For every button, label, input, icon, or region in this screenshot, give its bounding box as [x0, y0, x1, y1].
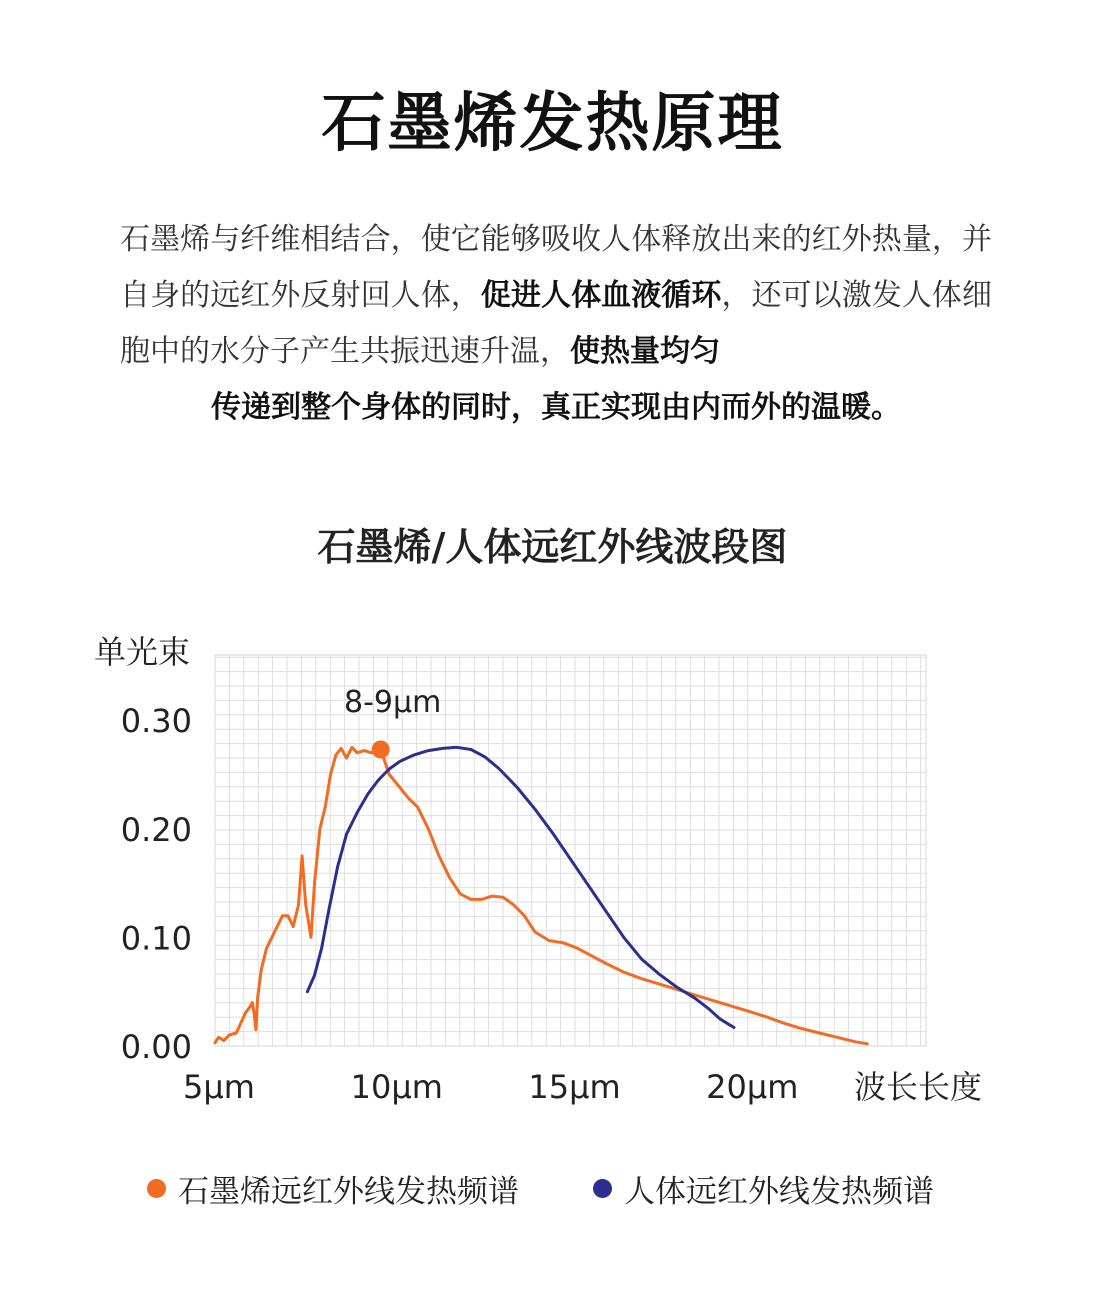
x-tick-label: 20μm [706, 1068, 799, 1106]
x-tick-label: 5μm [183, 1068, 255, 1106]
intro-last-line: 传递到整个身体的同时，真正实现由内而外的温暖。 [211, 390, 901, 425]
x-tick-label: 15μm [528, 1068, 621, 1106]
y-axis-label: 单光束 [94, 633, 191, 671]
legend-dot-human [593, 1179, 612, 1198]
legend-label-human: 人体远红外线发热频谱 [624, 1173, 934, 1210]
y-tick-label: 0.30 [120, 702, 192, 741]
chart-grid [215, 655, 926, 1046]
x-tick-label: 10μm [350, 1068, 443, 1106]
intro-highlight-circulation: 促进人体血液循环 [480, 278, 722, 313]
peak-label: 8-9μm [344, 685, 442, 720]
legend-item-human [593, 1166, 934, 1210]
y-tick-label: 0.10 [120, 919, 192, 958]
x-axis-label: 波长长度 [853, 1068, 983, 1106]
peak-marker [372, 740, 390, 758]
y-tick-label: 0.00 [120, 1028, 192, 1066]
page-title: 石墨烯发热原理 [321, 87, 784, 161]
y-tick-label: 0.20 [120, 810, 192, 849]
chart-title: 石墨烯/人体远红外线波段图 [317, 525, 788, 569]
intro-text: 石墨烯与纤维相结合，使它能够吸收人体释放出来的红外热量，并自身的远红外反射回人体， [120, 222, 992, 313]
legend-item-graphene [147, 1166, 519, 1210]
legend-label-graphene: 石墨烯远红外线发热频谱 [178, 1173, 519, 1210]
intro-text: ，还可以激发人体细胞中的水分子产生共振迅速升温， [120, 278, 993, 369]
intro-highlight-even-heat: 使热量均匀 [570, 334, 720, 369]
legend-dot-graphene [147, 1179, 166, 1198]
